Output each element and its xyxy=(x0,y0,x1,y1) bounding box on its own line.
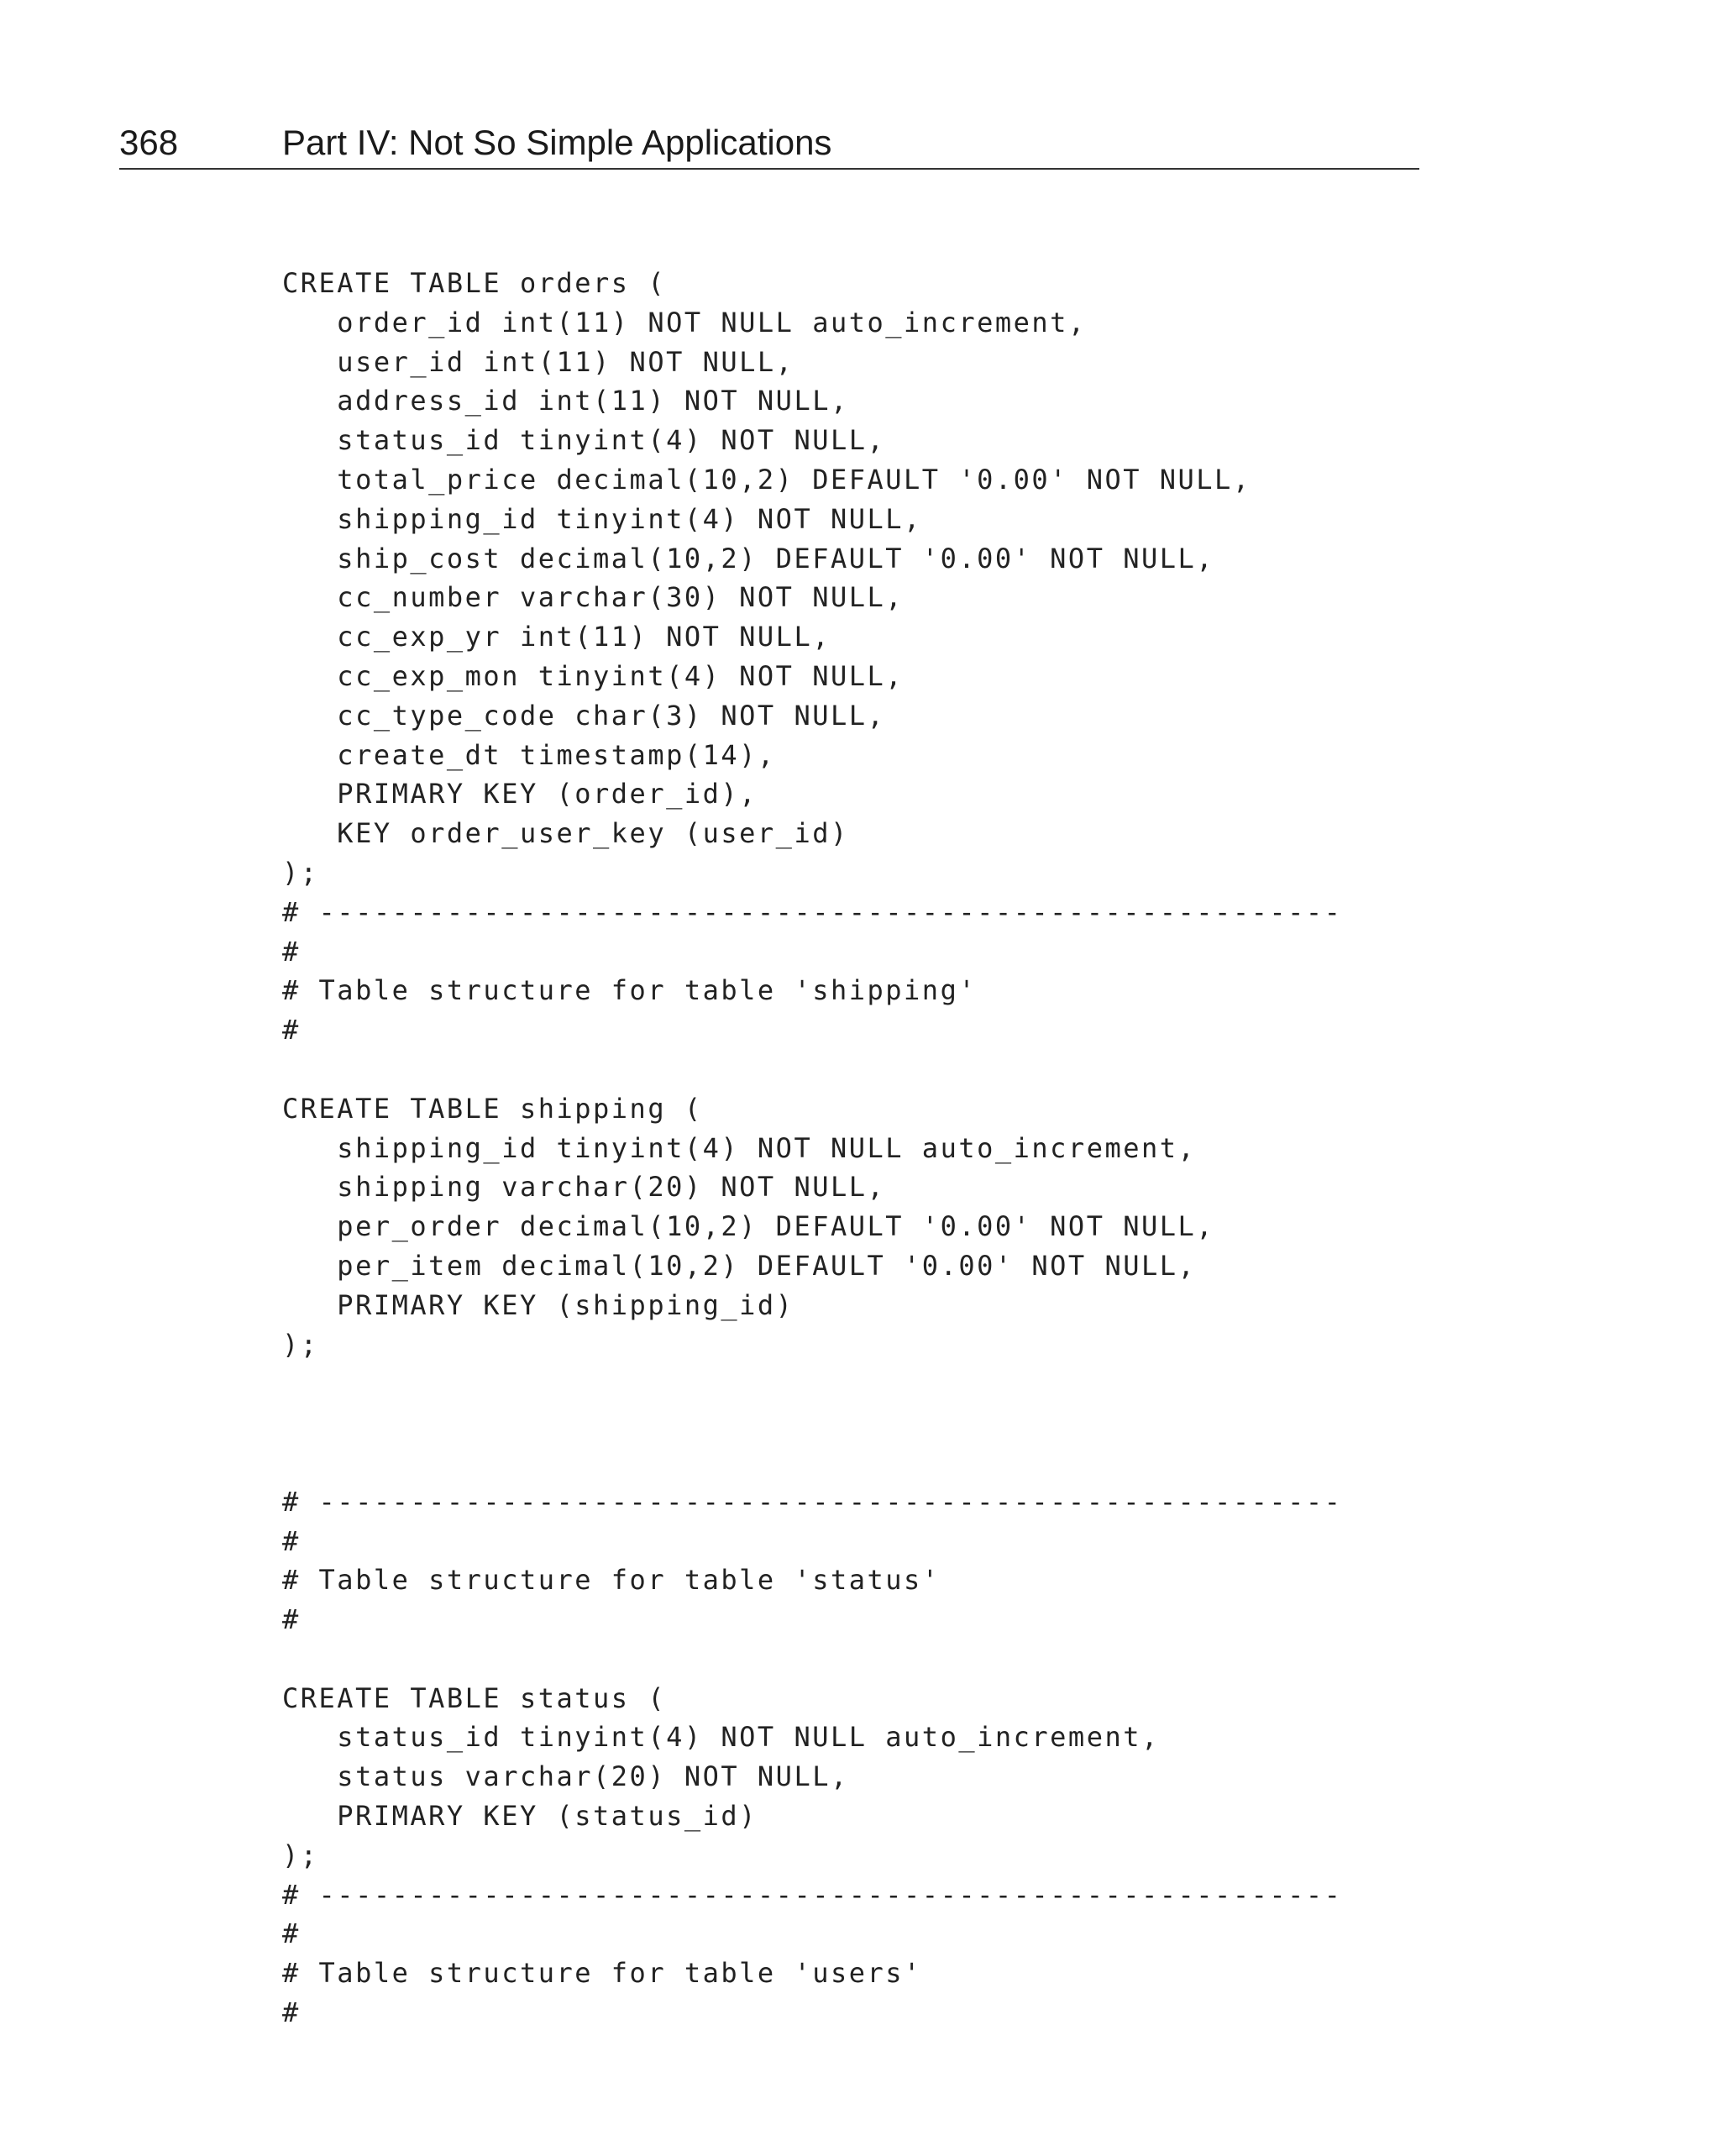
code-line: # Table structure for table 'status' xyxy=(282,1564,941,1597)
code-line: # -------------------------------------------------------- xyxy=(282,1485,1343,1518)
code-line: user_id int(11) NOT NULL, xyxy=(282,345,794,378)
code-line xyxy=(282,1050,1342,1089)
code-line: shipping_id tinyint(4) NOT NULL, xyxy=(282,502,922,535)
code-line: # xyxy=(282,935,301,968)
code-line: # Table structure for table 'users' xyxy=(282,1957,922,1990)
code-line xyxy=(282,1364,1342,1403)
code-line: # xyxy=(282,1603,301,1636)
code-line: PRIMARY KEY (status_id) xyxy=(282,1800,758,1833)
code-line: CREATE TABLE status ( xyxy=(282,1681,667,1714)
code-line: ); xyxy=(282,1839,319,1871)
code-line: # Table structure for table 'shipping' xyxy=(282,974,978,1007)
code-line: # -------------------------------------------------------- xyxy=(282,895,1343,928)
code-line: order_id int(11) NOT NULL auto_increment, xyxy=(282,306,1087,338)
code-line xyxy=(282,1443,1342,1482)
code-line: PRIMARY KEY (order_id), xyxy=(282,778,758,810)
code-line: PRIMARY KEY (shipping_id) xyxy=(282,1288,794,1321)
header-rule xyxy=(119,168,1419,170)
code-line: # xyxy=(282,1917,301,1950)
code-line: status_id tinyint(4) NOT NULL, xyxy=(282,424,886,457)
code-line: # xyxy=(282,1524,301,1557)
code-line: # -------------------------------------------------------- xyxy=(282,1878,1343,1911)
code-line: ); xyxy=(282,1328,319,1361)
code-line: cc_exp_yr int(11) NOT NULL, xyxy=(282,621,831,653)
code-line: per_item decimal(10,2) DEFAULT '0.00' NOT NULL, xyxy=(282,1249,1197,1282)
code-line: status_id tinyint(4) NOT NULL auto_increment, xyxy=(282,1721,1160,1754)
code-line: shipping varchar(20) NOT NULL, xyxy=(282,1171,886,1204)
code-line: address_id int(11) NOT NULL, xyxy=(282,385,849,417)
running-title: Part IV: Not So Simple Applications xyxy=(282,123,832,162)
code-line: ); xyxy=(282,856,319,889)
code-line: create_dt timestamp(14), xyxy=(282,738,776,771)
code-line: cc_exp_mon tinyint(4) NOT NULL, xyxy=(282,659,905,692)
page-number: 368 xyxy=(119,123,179,162)
code-line: status varchar(20) NOT NULL, xyxy=(282,1760,849,1793)
code-line: CREATE TABLE orders ( xyxy=(282,267,667,299)
code-line: ship_cost decimal(10,2) DEFAULT '0.00' NOT NULL, xyxy=(282,542,1215,574)
code-line: # xyxy=(282,1996,301,2029)
page-header xyxy=(119,116,1419,170)
code-line: cc_number varchar(30) NOT NULL, xyxy=(282,581,905,614)
code-line: CREATE TABLE shipping ( xyxy=(282,1092,703,1125)
code-line: KEY order_user_key (user_id) xyxy=(282,817,849,850)
sql-code-listing xyxy=(282,264,1342,2033)
code-line: shipping_id tinyint(4) NOT NULL auto_increment, xyxy=(282,1131,1197,1164)
code-line: cc_type_code char(3) NOT NULL, xyxy=(282,699,886,732)
code-line: per_order decimal(10,2) DEFAULT '0.00' NOT NULL, xyxy=(282,1210,1215,1243)
code-line xyxy=(282,1639,1342,1679)
code-line: total_price decimal(10,2) DEFAULT '0.00' NOT NULL, xyxy=(282,463,1251,496)
code-line: # xyxy=(282,1014,301,1047)
code-line xyxy=(282,1403,1342,1443)
